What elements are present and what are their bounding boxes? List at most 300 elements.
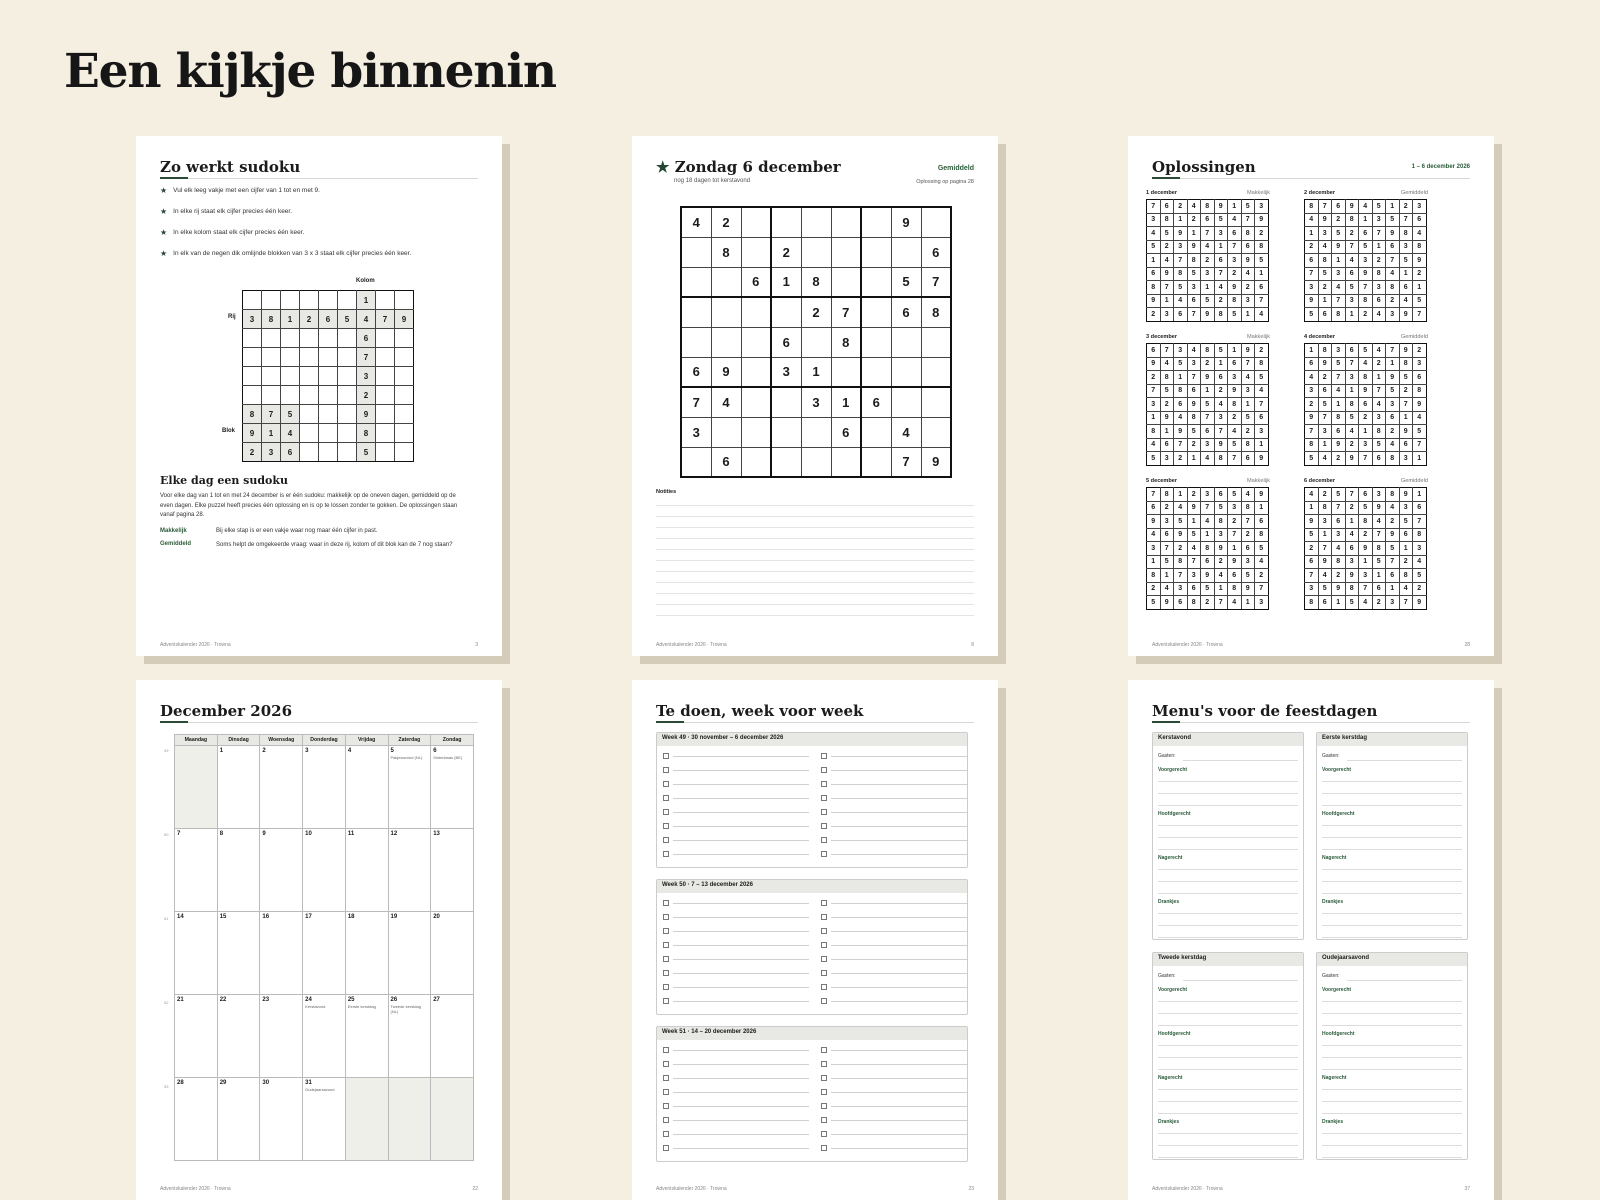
sudoku-cell: 4 (1332, 542, 1346, 556)
todo-item[interactable] (821, 1075, 967, 1081)
sudoku-row (1147, 240, 1269, 254)
todo-line[interactable] (673, 770, 809, 771)
definition-term: Gemiddeld (160, 541, 192, 547)
todo-line[interactable] (831, 840, 967, 841)
course-line[interactable] (1158, 837, 1298, 838)
checkbox[interactable] (663, 1075, 669, 1081)
sudoku-cell: 2 (1345, 501, 1359, 515)
course-line[interactable] (1322, 781, 1462, 782)
sudoku-cell: 8 (1359, 371, 1373, 385)
todo-line[interactable] (673, 1148, 809, 1149)
todo-line[interactable] (673, 756, 809, 757)
todo-line[interactable] (673, 1064, 809, 1065)
sudoku-cell: 5 (1187, 425, 1201, 439)
sudoku-cell: 7 (1332, 371, 1346, 385)
sudoku-cell: 2 (1305, 398, 1319, 412)
todo-line[interactable] (673, 854, 809, 855)
course-line[interactable] (1322, 1089, 1462, 1090)
course-line[interactable] (1322, 893, 1462, 894)
course-line[interactable] (1322, 937, 1462, 938)
course-line[interactable] (1322, 1101, 1462, 1102)
checkbox[interactable] (821, 851, 827, 857)
day-number: 17 (305, 914, 312, 920)
course-line[interactable] (1322, 925, 1462, 926)
course-line[interactable] (1158, 793, 1298, 794)
week-number: 53 (164, 1084, 169, 1089)
todo-item[interactable] (821, 795, 967, 801)
sudoku-cell: 5 (1332, 357, 1346, 371)
calendar-day-cell[interactable] (217, 1078, 260, 1161)
sudoku-cell: 4 (1160, 357, 1174, 371)
course-line[interactable] (1158, 1133, 1298, 1134)
sudoku-cell: 3 (1318, 425, 1332, 439)
todo-line[interactable] (673, 959, 809, 960)
course-line[interactable] (1158, 1101, 1298, 1102)
sudoku-cell (243, 386, 262, 405)
calendar-day-cell[interactable] (303, 1078, 346, 1161)
sudoku-cell: 7 (831, 297, 861, 327)
todo-line[interactable] (673, 812, 809, 813)
course-line[interactable] (1158, 805, 1298, 806)
todo-item[interactable] (821, 942, 967, 948)
sudoku-row (243, 405, 414, 424)
calendar-day-cell[interactable] (431, 829, 474, 912)
course-line[interactable] (1158, 893, 1298, 894)
todo-line[interactable] (831, 826, 967, 827)
todo-item[interactable] (821, 998, 967, 1004)
todo-line[interactable] (673, 1092, 809, 1093)
todo-item[interactable] (821, 1131, 967, 1137)
course-line[interactable] (1158, 1157, 1298, 1158)
sudoku-cell: 5 (1174, 281, 1188, 295)
title-rule (160, 178, 478, 179)
notes-line[interactable] (656, 560, 974, 561)
course-line[interactable] (1158, 825, 1298, 826)
course-line[interactable] (1322, 1113, 1462, 1114)
todo-item[interactable] (821, 809, 967, 815)
course-line[interactable] (1322, 881, 1462, 882)
sudoku-cell: 7 (1187, 371, 1201, 385)
course-line[interactable] (1158, 1069, 1298, 1070)
todo-item[interactable] (821, 767, 967, 773)
todo-item[interactable] (663, 823, 809, 829)
todo-line[interactable] (831, 770, 967, 771)
calendar-day-cell[interactable] (388, 912, 431, 995)
calendar-day-cell[interactable] (217, 995, 260, 1078)
todo-line[interactable] (673, 1134, 809, 1135)
course-line[interactable] (1322, 1069, 1462, 1070)
todo-line[interactable] (673, 945, 809, 946)
calendar-day-cell[interactable] (175, 746, 218, 829)
todo-item[interactable] (663, 914, 809, 920)
sudoku-cell: 6 (1386, 569, 1400, 583)
sudoku-cell: 7 (1305, 267, 1319, 281)
course-line[interactable] (1158, 1045, 1298, 1046)
checkbox[interactable] (663, 1145, 669, 1151)
todo-item[interactable] (821, 823, 967, 829)
course-line[interactable] (1322, 1001, 1462, 1002)
todo-line[interactable] (831, 854, 967, 855)
sudoku-cell (891, 237, 921, 267)
todo-line[interactable] (831, 959, 967, 960)
todo-line[interactable] (831, 1120, 967, 1121)
checkbox[interactable] (821, 900, 827, 906)
todo-item[interactable] (663, 795, 809, 801)
page-title: Menu's voor de feestdagen (1152, 702, 1378, 720)
todo-item[interactable] (663, 753, 809, 759)
checkbox[interactable] (663, 956, 669, 962)
todo-line[interactable] (831, 1050, 967, 1051)
todo-line[interactable] (831, 756, 967, 757)
calendar-day-cell[interactable] (431, 1078, 474, 1161)
checkbox[interactable] (663, 900, 669, 906)
notes-line[interactable] (656, 604, 974, 605)
course-line[interactable] (1322, 849, 1462, 850)
todo-item[interactable] (663, 928, 809, 934)
todo-line[interactable] (831, 812, 967, 813)
checkbox[interactable] (821, 928, 827, 934)
calendar-day-cell[interactable] (260, 829, 303, 912)
todo-line[interactable] (673, 931, 809, 932)
sudoku-cell: 5 (1255, 542, 1269, 556)
todo-item[interactable] (821, 984, 967, 990)
calendar-day-cell[interactable] (345, 829, 388, 912)
sudoku-cell: 7 (262, 405, 281, 424)
checkbox[interactable] (821, 970, 827, 976)
sudoku-cell: 9 (1386, 371, 1400, 385)
checkbox[interactable] (821, 809, 827, 815)
todo-item[interactable] (821, 837, 967, 843)
todo-item[interactable] (821, 851, 967, 857)
sudoku-cell (300, 405, 319, 424)
course-line[interactable] (1322, 1045, 1462, 1046)
calendar-day-cell[interactable] (345, 1078, 388, 1161)
todo-item[interactable] (663, 781, 809, 787)
course-line[interactable] (1322, 837, 1462, 838)
sudoku-cell (376, 329, 395, 348)
todo-line[interactable] (831, 1078, 967, 1079)
sudoku-cell: 3 (1399, 452, 1413, 466)
checkbox[interactable] (821, 1047, 827, 1053)
todo-line[interactable] (831, 784, 967, 785)
checkbox[interactable] (663, 1103, 669, 1109)
course-line[interactable] (1158, 925, 1298, 926)
checkbox[interactable] (821, 956, 827, 962)
checkbox[interactable] (663, 984, 669, 990)
todo-line[interactable] (831, 931, 967, 932)
sudoku-cell: 2 (1372, 254, 1386, 268)
calendar-day-cell[interactable] (345, 995, 388, 1078)
todo-item[interactable] (821, 753, 967, 759)
notes-line[interactable] (656, 571, 974, 572)
sudoku-cell: 2 (1305, 542, 1319, 556)
todo-item[interactable] (663, 970, 809, 976)
calendar-day-cell[interactable] (175, 912, 218, 995)
guests-line[interactable] (1347, 760, 1462, 761)
checkbox[interactable] (663, 1047, 669, 1053)
checkbox[interactable] (663, 1117, 669, 1123)
checkbox[interactable] (821, 823, 827, 829)
guests-line[interactable] (1347, 980, 1462, 981)
todo-line[interactable] (673, 1120, 809, 1121)
sudoku-row (1147, 515, 1269, 529)
todo-item[interactable] (821, 1089, 967, 1095)
todo-item[interactable] (821, 1145, 967, 1151)
sudoku-cell: 4 (1214, 569, 1228, 583)
course-line[interactable] (1158, 913, 1298, 914)
calendar-day-cell[interactable] (388, 829, 431, 912)
todo-item[interactable] (663, 1117, 809, 1123)
notes-line[interactable] (656, 593, 974, 594)
calendar-day-cell[interactable] (260, 1078, 303, 1161)
calendar-day-cell[interactable] (388, 995, 431, 1078)
calendar-day-cell[interactable] (345, 912, 388, 995)
calendar-day-cell[interactable] (175, 1078, 218, 1161)
notes-line[interactable] (656, 615, 974, 616)
checkbox[interactable] (821, 795, 827, 801)
todo-item[interactable] (663, 1047, 809, 1053)
todo-item[interactable] (821, 1117, 967, 1123)
todo-item[interactable] (821, 900, 967, 906)
course-line[interactable] (1158, 1113, 1298, 1114)
calendar-day-cell[interactable] (303, 995, 346, 1078)
course-line[interactable] (1158, 1057, 1298, 1058)
sudoku-row (1305, 200, 1427, 214)
notes-line[interactable] (656, 549, 974, 550)
todo-item[interactable] (663, 1089, 809, 1095)
checkbox[interactable] (663, 998, 669, 1004)
checkbox[interactable] (821, 767, 827, 773)
checkbox[interactable] (663, 928, 669, 934)
checkbox[interactable] (663, 1061, 669, 1067)
calendar-day-cell[interactable] (217, 746, 260, 829)
todo-item[interactable] (821, 914, 967, 920)
course-line[interactable] (1322, 793, 1462, 794)
todo-item[interactable] (663, 998, 809, 1004)
checkbox[interactable] (821, 914, 827, 920)
sudoku-cell: 5 (1359, 344, 1373, 358)
todo-item[interactable] (663, 837, 809, 843)
course-line[interactable] (1322, 913, 1462, 914)
sudoku-cell: 2 (1147, 308, 1161, 322)
sudoku-cell: 5 (1305, 528, 1319, 542)
calendar-day-cell[interactable] (431, 995, 474, 1078)
sudoku-cell: 4 (1187, 344, 1201, 358)
todo-line[interactable] (831, 973, 967, 974)
checkbox[interactable] (663, 970, 669, 976)
sudoku-cell: 7 (1228, 528, 1242, 542)
todo-item[interactable] (821, 1103, 967, 1109)
todo-line[interactable] (831, 1064, 967, 1065)
calendar-day-cell[interactable] (260, 746, 303, 829)
checkbox[interactable] (821, 1117, 827, 1123)
todo-line[interactable] (673, 973, 809, 974)
checkbox[interactable] (663, 837, 669, 843)
todo-line[interactable] (831, 945, 967, 946)
todo-line[interactable] (831, 1001, 967, 1002)
todo-line[interactable] (831, 1134, 967, 1135)
todo-line[interactable] (831, 903, 967, 904)
todo-line[interactable] (831, 1106, 967, 1107)
checkbox[interactable] (821, 781, 827, 787)
sudoku-cell: 3 (1255, 425, 1269, 439)
todo-item[interactable] (821, 1061, 967, 1067)
todo-line[interactable] (831, 1092, 967, 1093)
sudoku-cell: 1 (1255, 501, 1269, 515)
todo-line[interactable] (673, 987, 809, 988)
sudoku-row (243, 348, 414, 367)
course-line[interactable] (1158, 1025, 1298, 1026)
todo-line[interactable] (673, 784, 809, 785)
todo-line[interactable] (673, 826, 809, 827)
checkbox[interactable] (663, 1131, 669, 1137)
todo-item[interactable] (663, 809, 809, 815)
todo-line[interactable] (831, 987, 967, 988)
todo-line[interactable] (831, 1148, 967, 1149)
sudoku-cell: 6 (1399, 438, 1413, 452)
notes-line[interactable] (656, 516, 974, 517)
course-line[interactable] (1158, 1089, 1298, 1090)
todo-item[interactable] (663, 984, 809, 990)
course-line[interactable] (1158, 849, 1298, 850)
checkbox[interactable] (663, 767, 669, 773)
todo-line[interactable] (831, 917, 967, 918)
calendar-day-cell[interactable] (303, 912, 346, 995)
guests-line[interactable] (1183, 760, 1298, 761)
checkbox[interactable] (663, 753, 669, 759)
checkbox[interactable] (663, 781, 669, 787)
todo-item[interactable] (821, 928, 967, 934)
todo-item[interactable] (663, 851, 809, 857)
todo-item[interactable] (663, 942, 809, 948)
checkbox[interactable] (821, 837, 827, 843)
course-line[interactable] (1158, 937, 1298, 938)
sudoku-cell (319, 424, 338, 443)
checkbox[interactable] (821, 1131, 827, 1137)
sudoku-cell: 5 (357, 443, 376, 462)
todo-item[interactable] (821, 781, 967, 787)
todo-line[interactable] (673, 1001, 809, 1002)
checkbox[interactable] (821, 1103, 827, 1109)
checkbox[interactable] (663, 809, 669, 815)
guests-line[interactable] (1183, 980, 1298, 981)
course-line[interactable] (1322, 1057, 1462, 1058)
course-line[interactable] (1322, 825, 1462, 826)
course-line[interactable] (1158, 1001, 1298, 1002)
sudoku-cell: 9 (1386, 528, 1400, 542)
calendar-day-cell[interactable] (217, 912, 260, 995)
calendar-day-cell[interactable] (388, 746, 431, 829)
notes-line[interactable] (656, 527, 974, 528)
course-line[interactable] (1322, 1157, 1462, 1158)
checkbox[interactable] (821, 1061, 827, 1067)
todo-item[interactable] (663, 900, 809, 906)
preview-page-menus (1128, 680, 1494, 1200)
todo-line[interactable] (673, 1106, 809, 1107)
todo-item[interactable] (663, 1131, 809, 1137)
calendar-day-cell[interactable] (303, 746, 346, 829)
month-calendar (174, 734, 474, 1161)
course-line[interactable] (1322, 1013, 1462, 1014)
sudoku-cell: 7 (1174, 569, 1188, 583)
checkbox[interactable] (663, 823, 669, 829)
sudoku-cell: 7 (1345, 357, 1359, 371)
todo-item[interactable] (821, 1047, 967, 1053)
sudoku-cell: 8 (1345, 582, 1359, 596)
calendar-day-cell[interactable] (388, 1078, 431, 1161)
todo-line[interactable] (673, 1078, 809, 1079)
sudoku-cell: 7 (1160, 281, 1174, 295)
sudoku-cell: 4 (1241, 371, 1255, 385)
checkbox[interactable] (663, 942, 669, 948)
checkbox[interactable] (663, 851, 669, 857)
checkbox[interactable] (821, 753, 827, 759)
calendar-day-cell[interactable] (303, 829, 346, 912)
todo-line[interactable] (673, 903, 809, 904)
calendar-day-cell[interactable] (175, 995, 218, 1078)
checkbox[interactable] (821, 1075, 827, 1081)
calendar-day-cell[interactable] (217, 829, 260, 912)
calendar-day-cell[interactable] (431, 746, 474, 829)
todo-line[interactable] (673, 917, 809, 918)
todo-item[interactable] (663, 956, 809, 962)
todo-item[interactable] (821, 956, 967, 962)
todo-item[interactable] (663, 1075, 809, 1081)
sudoku-cell: 3 (243, 310, 262, 329)
notes-line[interactable] (656, 505, 974, 506)
sudoku-cell: 2 (1201, 357, 1215, 371)
notes-line[interactable] (656, 538, 974, 539)
todo-line[interactable] (831, 798, 967, 799)
todo-item[interactable] (663, 1103, 809, 1109)
calendar-day-cell[interactable] (175, 829, 218, 912)
calendar-day-cell[interactable] (260, 912, 303, 995)
calendar-day-cell[interactable] (431, 912, 474, 995)
checkbox[interactable] (821, 942, 827, 948)
course-line[interactable] (1158, 1145, 1298, 1146)
course-line[interactable] (1322, 1133, 1462, 1134)
checkbox[interactable] (663, 1089, 669, 1095)
todo-line[interactable] (673, 840, 809, 841)
course-line[interactable] (1158, 881, 1298, 882)
course-line[interactable] (1322, 1025, 1462, 1026)
calendar-day-cell[interactable] (345, 746, 388, 829)
checkbox[interactable] (663, 914, 669, 920)
todo-item[interactable] (663, 1145, 809, 1151)
sudoku-cell: 2 (300, 310, 319, 329)
checkbox[interactable] (821, 1089, 827, 1095)
todo-item[interactable] (663, 767, 809, 773)
calendar-day-cell[interactable] (260, 995, 303, 1078)
checkbox[interactable] (821, 984, 827, 990)
course-line[interactable] (1322, 1145, 1462, 1146)
todo-item[interactable] (663, 1061, 809, 1067)
course-line[interactable] (1322, 805, 1462, 806)
todo-line[interactable] (673, 798, 809, 799)
course-line[interactable] (1158, 781, 1298, 782)
todo-line[interactable] (673, 1050, 809, 1051)
course-line[interactable] (1322, 869, 1462, 870)
checkbox[interactable] (821, 1145, 827, 1151)
todo-item[interactable] (821, 970, 967, 976)
notes-line[interactable] (656, 582, 974, 583)
course-line[interactable] (1158, 869, 1298, 870)
course-line[interactable] (1158, 1013, 1298, 1014)
sudoku-cell (262, 367, 281, 386)
checkbox[interactable] (821, 998, 827, 1004)
checkbox[interactable] (663, 795, 669, 801)
sudoku-cell: 6 (1305, 254, 1319, 268)
